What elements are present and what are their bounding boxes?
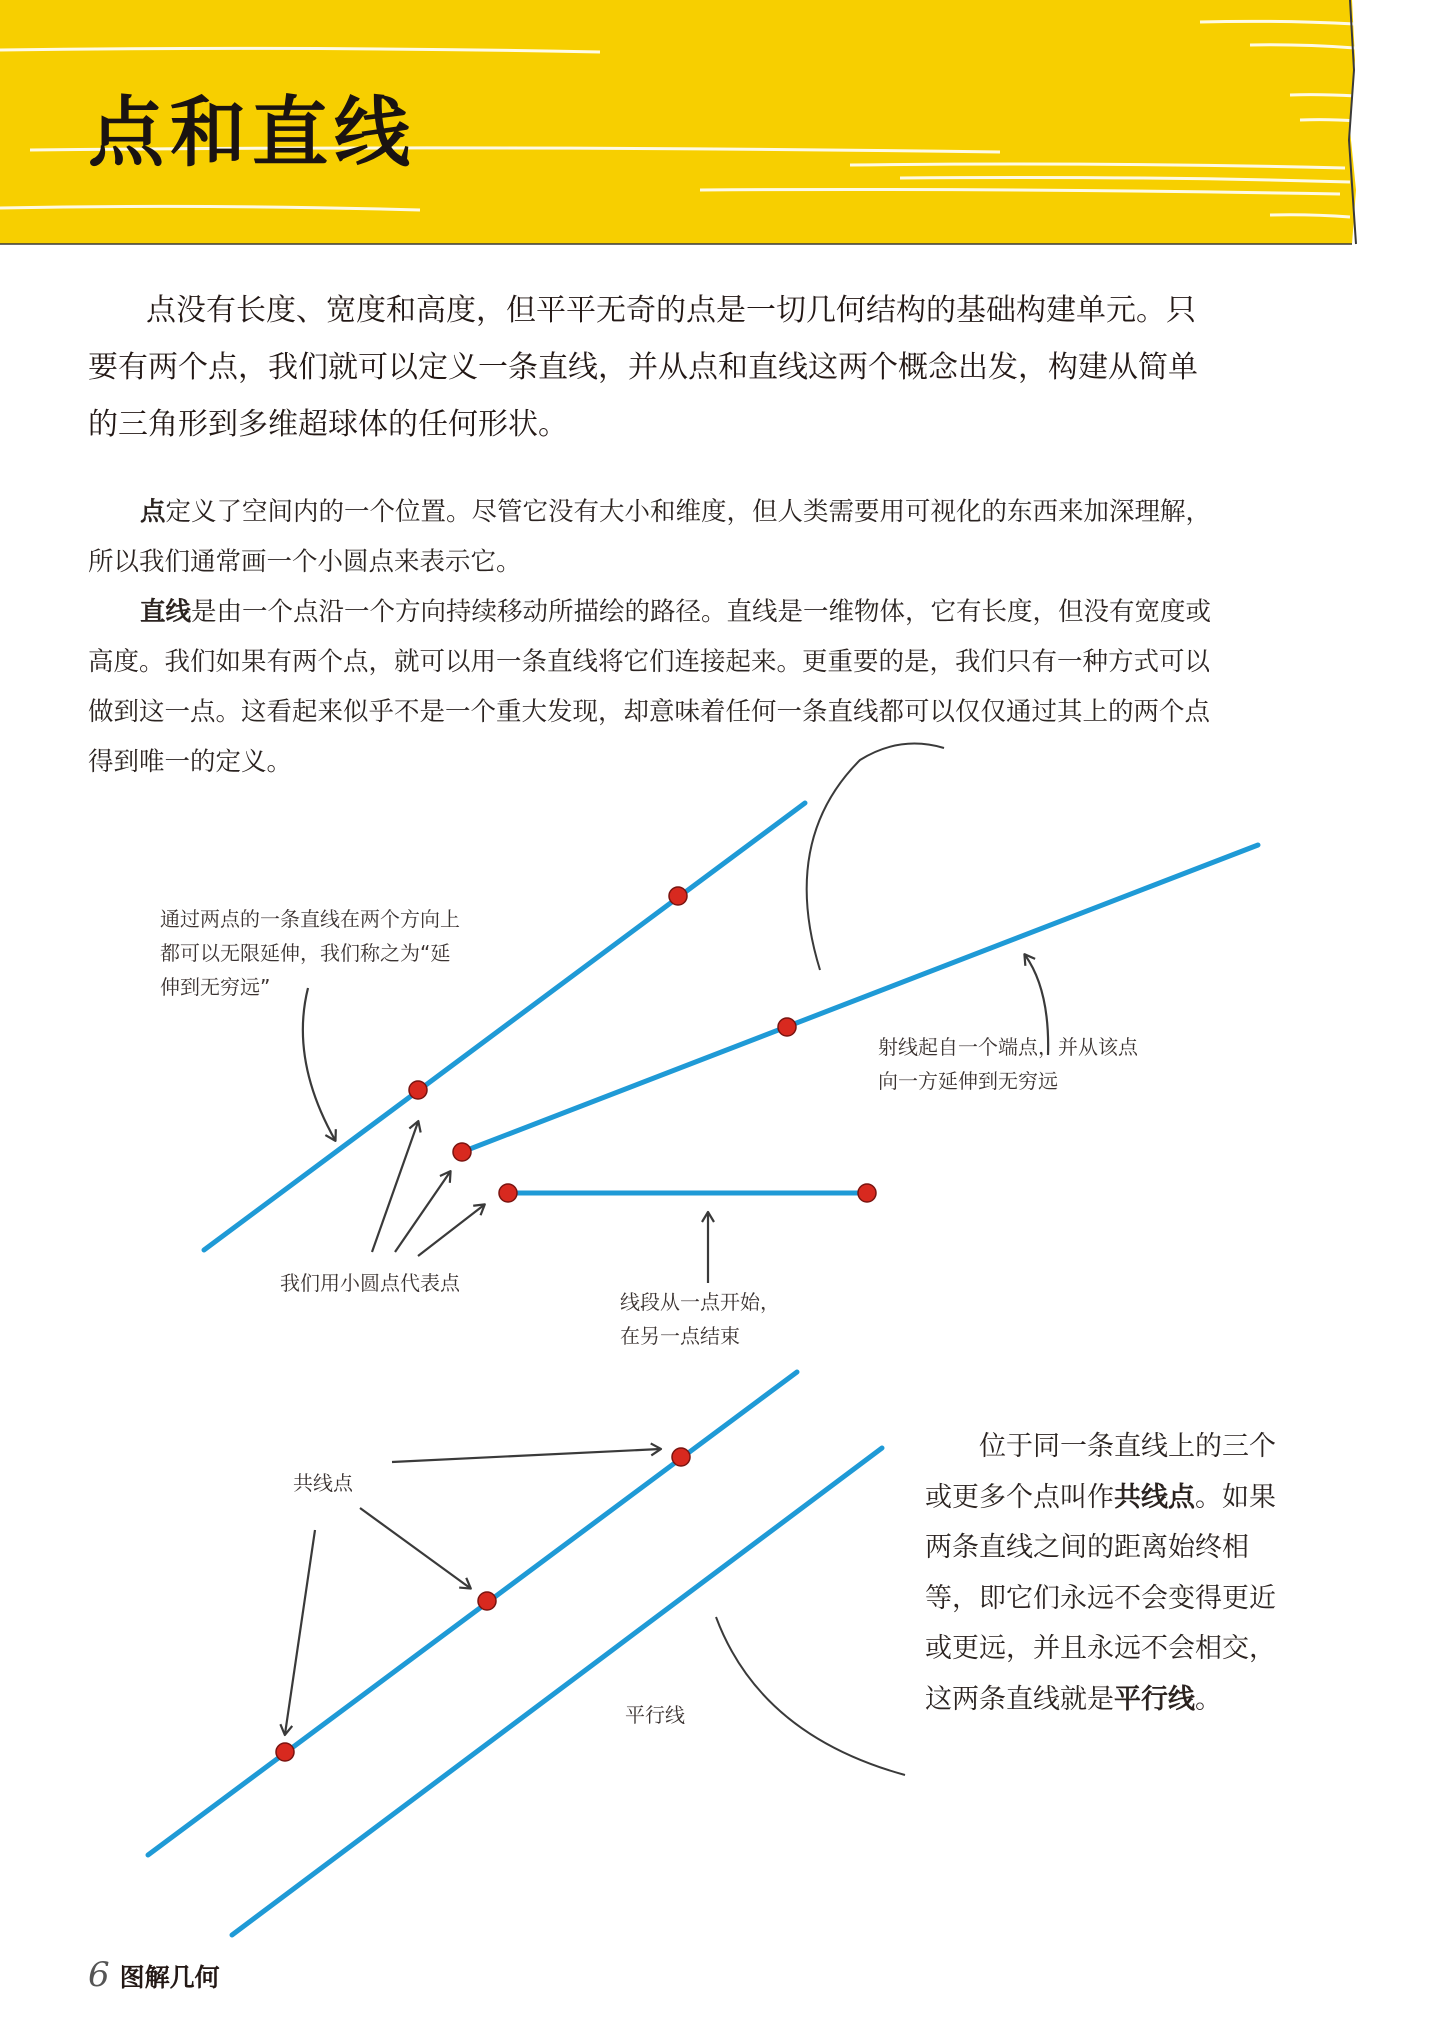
parallel-term: 平行线 [1114, 1683, 1195, 1715]
collinear-point-3 [276, 1743, 294, 1761]
label-line-infinite: 通过两点的一条直线在两个方向上 都可以无限延伸，我们称之为“延 伸到无穷远” [160, 907, 460, 999]
label-ray: 射线起自一个端点，并从该点 向一方延伸到无穷远 [878, 1035, 1138, 1093]
infinite-line [204, 803, 805, 1250]
line-point-lower [409, 1081, 427, 1099]
ray-line [462, 845, 1258, 1152]
line-text: 是由一个点沿一个方向持续移动所描绘的路径。直线是一维物体，它有长度，但没有宽度或高度。我们如果有两个点，就可以用一条直线将它们连接起来。更重要的是，我们只有一种方式可以做到这一点。这看起来似乎不是一个重大发现，却意味着任何一条直线都可以仅仅通过其上的两个点得到唯一的定义。 [88, 597, 1212, 777]
collinear-term: 共线点 [1114, 1481, 1195, 1513]
line-term: 直线 [140, 597, 192, 627]
line-point-upper [669, 887, 687, 905]
page-footer [88, 1955, 220, 1995]
segment-end [858, 1184, 876, 1202]
ray-bracket-curve [807, 744, 944, 970]
parallel-line [232, 1448, 882, 1935]
side-paragraph: 位于同一条直线上的三个或更多个点叫作共线点。如果两条直线之间的距离始终相等，即它们永远不会变得更近或更远，并且永远不会相交，这两条直线就是平行线。 [925, 1431, 1276, 1715]
book-title: 图解几何 [119, 1963, 220, 1992]
arrow-collinear-1 [392, 1449, 660, 1462]
arrow-collinear-3 [285, 1530, 315, 1734]
label-collinear: 共线点 [293, 1471, 353, 1495]
label-dot: 我们用小圆点代表点 [280, 1271, 460, 1295]
arrow-to-infinite-line [303, 988, 335, 1140]
page-title: 点和直线 [88, 88, 416, 177]
point-text: 定义了空间内的一个位置。尽管它没有大小和维度，但人类需要用可视化的东西来加深理解，所以我们通常画一个小圆点来表示它。 [88, 497, 1212, 577]
arrow-dot-1 [372, 1122, 418, 1252]
collinear-line [148, 1372, 797, 1855]
arrow-collinear-2 [360, 1508, 470, 1588]
label-segment: 线段从一点开始， 在另一点结束 [620, 1290, 780, 1348]
collinear-point-1 [672, 1448, 690, 1466]
point-term: 点 [140, 497, 166, 527]
label-parallel: 平行线 [625, 1703, 685, 1727]
page-number: 6 [88, 1955, 110, 1995]
segment-start [499, 1184, 517, 1202]
arrow-dot-2 [395, 1172, 450, 1252]
collinear-point-2 [478, 1592, 496, 1610]
intro-paragraph: 点没有长度、宽度和高度，但平平无奇的点是一切几何结构的基础构建单元。只要有两个点，我们就可以定义一条直线，并从点和直线这两个概念出发，构建从简单的三角形到多维超球体的任何形状。 [88, 293, 1198, 442]
ray-endpoint [453, 1143, 471, 1161]
parallel-bracket-curve [716, 1617, 905, 1775]
arrow-dot-3 [418, 1205, 484, 1256]
ray-point [778, 1018, 796, 1036]
